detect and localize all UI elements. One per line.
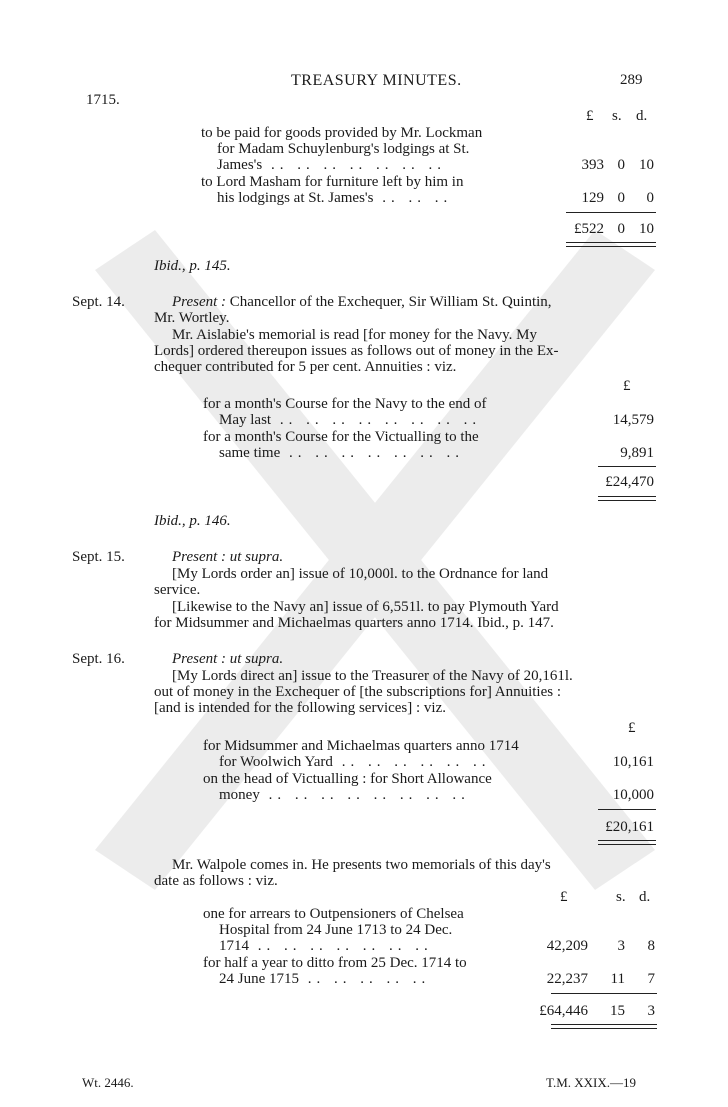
- amount: 10,000: [612, 787, 654, 803]
- amount: 42,209: [546, 938, 588, 954]
- page-number: 289: [620, 72, 643, 88]
- item-text: for Midsummer and Michaelmas quarters anno 1714: [203, 738, 519, 754]
- total: 0: [617, 221, 625, 237]
- present-line: Present : ut supra.: [172, 549, 284, 565]
- item-text: for a month's Course for the Victualling to the: [203, 429, 479, 445]
- item-text: his lodgings at St. James's .. .. ..: [217, 190, 453, 206]
- item-text: to be paid for goods provided by Mr. Lockman: [201, 125, 483, 141]
- paragraph-line: Mr. Aislabie's memorial is read [for money for the Navy. My: [172, 327, 537, 343]
- amount: 0: [646, 190, 654, 206]
- amount: 8: [647, 938, 655, 954]
- col-head-pound: £: [560, 889, 568, 905]
- item-text: one for arrears to Outpensioners of Chelsea: [203, 906, 464, 922]
- paragraph-line: Lords] ordered thereupon issues as follows out of money in the Ex-: [154, 343, 559, 359]
- amount: 14,579: [612, 412, 654, 428]
- item-text: Hospital from 24 June 1713 to 24 Dec.: [219, 922, 453, 938]
- sum-rule: [598, 466, 656, 467]
- reference: Ibid., p. 146.: [154, 513, 231, 529]
- header-year: 1715.: [86, 92, 120, 108]
- total: £24,470: [605, 474, 654, 490]
- amount: 22,237: [546, 971, 588, 987]
- amount: 7: [647, 971, 655, 987]
- sum-rule: [598, 809, 656, 810]
- paragraph-line: date as follows : viz.: [154, 873, 278, 889]
- paragraph-line: Mr. Walpole comes in. He presents two memorials of this day's: [172, 857, 551, 873]
- total: 3: [647, 1003, 655, 1019]
- paragraph-line: [My Lords direct an] issue to the Treasurer of the Navy of 20,161l.: [172, 668, 573, 684]
- amount: 0: [617, 157, 625, 173]
- total: £522: [574, 221, 604, 237]
- footer-right: T.M. XXIX.—19: [546, 1075, 637, 1090]
- item-text: 24 June 1715 .. .. .. .. ..: [219, 971, 431, 987]
- col-head-pence: d.: [639, 889, 651, 905]
- paragraph-line: for Midsummer and Michaelmas quarters anno 1714. Ibid., p. 147.: [154, 615, 554, 631]
- entry-date: Sept. 16.: [72, 651, 125, 667]
- col-head-pound: £: [628, 720, 636, 736]
- amount: 393: [581, 157, 604, 173]
- paragraph-line: chequer contributed for 5 per cent. Annuities : viz.: [154, 359, 457, 375]
- item-text: for Madam Schuylenburg's lodgings at St.: [217, 141, 470, 157]
- entry-date: Sept. 15.: [72, 549, 125, 565]
- present-line: Present : Chancellor of the Exchequer, Sir William St. Quintin,: [172, 294, 552, 310]
- total-double-rule: [598, 496, 656, 501]
- entry-date: Sept. 14.: [72, 294, 125, 310]
- sum-rule: [551, 993, 657, 994]
- item-text: 1714 .. .. .. .. .. .. ..: [219, 938, 433, 954]
- sum-rule: [566, 212, 656, 213]
- col-head-pound: £: [623, 378, 631, 394]
- item-text: money .. .. .. .. .. .. .. ..: [219, 787, 470, 803]
- total-double-rule: [598, 840, 656, 845]
- paragraph-line: [and is intended for the following services] : viz.: [154, 700, 447, 716]
- total: £64,446: [539, 1003, 588, 1019]
- amount: 3: [617, 938, 625, 954]
- col-head-shillings: s.: [616, 889, 626, 905]
- paragraph-line: service.: [154, 582, 201, 598]
- item-text: same time .. .. .. .. .. .. ..: [219, 445, 464, 461]
- item-text: James's .. .. .. .. .. .. ..: [217, 157, 446, 173]
- page-title: TREASURY MINUTES.: [291, 72, 462, 89]
- present-line: Mr. Wortley.: [154, 310, 230, 326]
- total: 15: [610, 1003, 625, 1019]
- paragraph-line: [Likewise to the Navy an] issue of 6,551l. to pay Plymouth Yard: [172, 599, 559, 615]
- col-head-pence: d.: [636, 108, 648, 124]
- item-text: for Woolwich Yard .. .. .. .. .. ..: [219, 754, 491, 770]
- amount: 129: [581, 190, 604, 206]
- reference: Ibid., p. 145.: [154, 258, 231, 274]
- amount: 11: [610, 971, 625, 987]
- amount: 10: [639, 157, 654, 173]
- col-head-shillings: s.: [612, 108, 622, 124]
- footer-left: Wt. 2446.: [82, 1075, 134, 1090]
- amount: 9,891: [620, 445, 654, 461]
- paragraph-line: [My Lords order an] issue of 10,000l. to the Ordnance for land: [172, 566, 549, 582]
- col-head-pound: £: [586, 108, 594, 124]
- present-line: Present : ut supra.: [172, 651, 284, 667]
- amount: 0: [617, 190, 625, 206]
- item-text: for a month's Course for the Navy to the end of: [203, 396, 487, 412]
- paragraph-line: out of money in the Exchequer of [the subscriptions for] Annuities :: [154, 684, 561, 700]
- total-double-rule: [566, 242, 656, 247]
- item-text: May last .. .. .. .. .. .. .. ..: [219, 412, 482, 428]
- total-double-rule: [551, 1024, 657, 1029]
- item-text: for half a year to ditto from 25 Dec. 1714 to: [203, 955, 467, 971]
- total: £20,161: [605, 819, 654, 835]
- item-text: to Lord Masham for furniture left by him in: [201, 174, 464, 190]
- amount: 10,161: [612, 754, 654, 770]
- item-text: on the head of Victualling : for Short Allowance: [203, 771, 492, 787]
- total: 10: [639, 221, 654, 237]
